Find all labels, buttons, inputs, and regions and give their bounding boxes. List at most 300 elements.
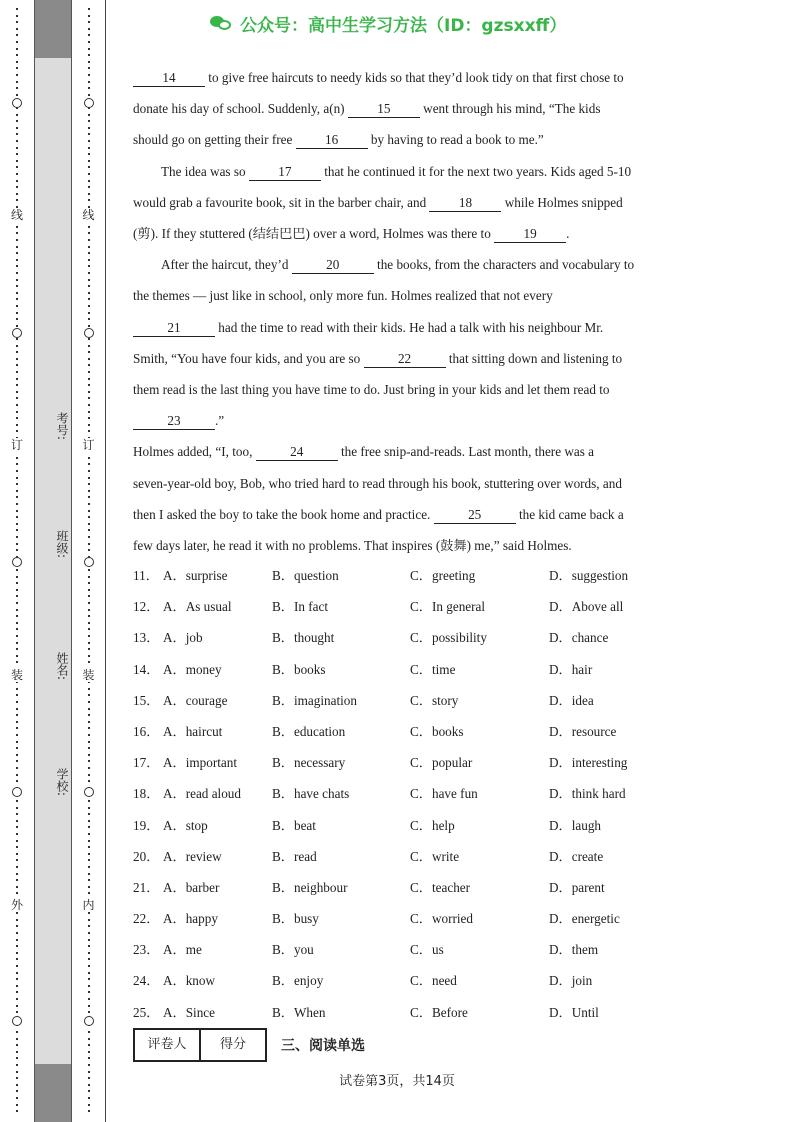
answer-blank: 23: [133, 412, 215, 430]
binding-circle: [12, 787, 22, 797]
passage-text: that he continued it for the next two years. Kids aged 5-10: [320, 163, 632, 179]
dot: [16, 576, 18, 578]
dot: [88, 866, 90, 868]
option-d: D．idea: [549, 692, 594, 708]
option-row: [133, 841, 673, 872]
dot: [88, 338, 90, 340]
option-b: B．neighbour: [272, 879, 348, 895]
passage-line: [133, 468, 673, 499]
option-a: A．As usual: [163, 599, 232, 615]
dot: [88, 609, 90, 611]
dot: [88, 727, 90, 729]
option-b: B．have chats: [272, 786, 350, 802]
dot: [16, 470, 18, 472]
dot: [16, 932, 18, 934]
binding-circle: [12, 98, 22, 108]
dot: [88, 1038, 90, 1040]
option-a: A．surprise: [163, 568, 228, 583]
dot: [88, 543, 90, 545]
dot: [16, 609, 18, 611]
dot: [88, 292, 90, 294]
option-d: D．parent: [549, 879, 605, 895]
dot: [88, 523, 90, 525]
option-b: B．you: [272, 942, 314, 958]
dot: [16, 463, 18, 465]
field-exam-number: 考号:: [55, 412, 69, 441]
dot: [16, 800, 18, 802]
dot: [16, 694, 18, 696]
passage-text: had the time to read with their kids. He had a talk with his neighbour Mr.: [215, 319, 604, 335]
option-row: [133, 872, 673, 903]
dot: [16, 820, 18, 822]
dot: [16, 760, 18, 762]
dot: [16, 232, 18, 234]
dot: [88, 952, 90, 954]
dot: [88, 1097, 90, 1099]
dot: [16, 430, 18, 432]
dot: [16, 120, 18, 122]
dot: [16, 364, 18, 366]
dot: [88, 820, 90, 822]
passage-line: [133, 343, 673, 374]
option-d: D．resource: [549, 723, 617, 739]
option-a: A．money: [163, 661, 222, 677]
dot: [16, 28, 18, 30]
dot: [16, 41, 18, 43]
dot: [88, 1044, 90, 1046]
passage-text: would grab a favourite book, sit in the barber chair, and: [133, 194, 430, 210]
binding-circle: [12, 557, 22, 567]
passage-text: the themes — just like in school, only more fun. Holmes realized that not every: [133, 288, 553, 304]
dot: [16, 397, 18, 399]
dot: [88, 67, 90, 69]
dot: [16, 714, 18, 716]
dot: [16, 417, 18, 419]
option-a: A．happy: [163, 911, 218, 927]
question-number: 18．: [133, 786, 160, 802]
dot: [88, 351, 90, 353]
option-b: B．question: [272, 568, 339, 583]
dot: [88, 173, 90, 175]
option-row: [133, 622, 673, 653]
dot: [16, 747, 18, 749]
binding-circle: [84, 1016, 94, 1026]
dot: [16, 305, 18, 307]
dot: [16, 127, 18, 129]
dot: [16, 483, 18, 485]
passage-line: [133, 249, 673, 280]
option-row: [133, 685, 673, 716]
dot: [88, 846, 90, 848]
dot: [16, 318, 18, 320]
dot: [88, 391, 90, 393]
dot: [88, 477, 90, 479]
option-b: B．In fact: [272, 599, 329, 615]
option-c: C．time: [410, 661, 456, 677]
dot: [88, 932, 90, 934]
dot: [88, 81, 90, 83]
grader-cell: 评卷人: [147, 1037, 187, 1052]
dot: [88, 800, 90, 802]
dot: [16, 767, 18, 769]
dot: [88, 965, 90, 967]
dot: [16, 166, 18, 168]
dot: [88, 813, 90, 815]
passage-text: went through his mind, “The kids: [419, 101, 601, 117]
dot: [16, 81, 18, 83]
passage-text: should go on getting their free: [133, 132, 296, 148]
passage-line: [133, 530, 673, 561]
dot: [88, 133, 90, 135]
dot: [88, 694, 90, 696]
dot: [88, 648, 90, 650]
option-b: B．thought: [272, 630, 335, 646]
dot: [88, 312, 90, 314]
dot: [16, 371, 18, 373]
option-c: C．need: [410, 973, 457, 989]
dot: [16, 523, 18, 525]
dot: [88, 622, 90, 624]
dot: [88, 470, 90, 472]
passage-text: Holmes added, “I, too,: [133, 444, 256, 460]
binding-circle: [12, 328, 22, 338]
dot: [16, 180, 18, 182]
gray-block-top: [35, 0, 71, 58]
inner-mark-line: 线: [72, 208, 105, 222]
dot: [88, 945, 90, 947]
passage-line: [133, 156, 673, 187]
dot: [88, 34, 90, 36]
dot: [16, 312, 18, 314]
dot: [88, 166, 90, 168]
dot: [16, 424, 18, 426]
answer-blank: 25: [434, 506, 516, 524]
dot: [16, 226, 18, 228]
dot: [88, 991, 90, 993]
dot: [88, 958, 90, 960]
dot: [88, 688, 90, 690]
dot: [16, 239, 18, 241]
dot: [88, 305, 90, 307]
dot: [88, 318, 90, 320]
option-a: A．read aloud: [163, 786, 241, 802]
dot: [88, 114, 90, 116]
question-number: 15．: [133, 692, 160, 708]
dot: [16, 516, 18, 518]
dot: [16, 727, 18, 729]
dot: [88, 708, 90, 710]
dot: [16, 378, 18, 380]
option-a: A．stop: [163, 817, 208, 833]
option-d: D．join: [549, 973, 593, 989]
dot: [88, 840, 90, 842]
dot: [16, 589, 18, 591]
dot: [88, 424, 90, 426]
dot: [16, 496, 18, 498]
passage-line: [133, 62, 673, 93]
dot: [16, 655, 18, 657]
option-a: A．courage: [163, 692, 228, 708]
passage-text: (剪). If they stuttered (结结巴巴) over a word, Holmes was there to: [133, 226, 495, 242]
outer-mark-bind: 装: [0, 668, 34, 682]
inner-mark-order: 订: [72, 438, 105, 452]
dot: [88, 457, 90, 459]
question-number: 12．: [133, 599, 160, 615]
dot: [16, 477, 18, 479]
dot: [16, 945, 18, 947]
dot: [16, 701, 18, 703]
dot: [16, 114, 18, 116]
dot: [88, 661, 90, 663]
score-box: [133, 1028, 267, 1062]
outer-mark-line: 线: [0, 208, 34, 222]
passage-text: while Holmes snipped: [501, 194, 623, 210]
option-c: C．worried: [410, 911, 473, 927]
dot: [88, 503, 90, 505]
option-b: B．education: [272, 723, 346, 739]
dot: [88, 358, 90, 360]
dot: [16, 991, 18, 993]
dot: [16, 582, 18, 584]
dot: [16, 279, 18, 281]
dot: [16, 34, 18, 36]
dot: [88, 364, 90, 366]
dot: [16, 147, 18, 149]
passage-line: [133, 187, 673, 218]
answer-blank: 18: [429, 194, 501, 212]
dot: [88, 15, 90, 17]
question-number: 14．: [133, 661, 160, 677]
passage-line: [133, 436, 673, 467]
dot: [88, 642, 90, 644]
dot: [88, 1057, 90, 1059]
dot: [88, 483, 90, 485]
dot: [88, 1051, 90, 1053]
dot: [16, 886, 18, 888]
dot: [88, 859, 90, 861]
passage-text: After the haircut, they’d: [161, 257, 292, 273]
inner-mark-inside: 内: [72, 898, 105, 912]
dot: [16, 919, 18, 921]
section-title: 三、阅读单选: [281, 1038, 365, 1054]
dot: [16, 338, 18, 340]
option-b: B．books: [272, 661, 326, 677]
dot: [88, 417, 90, 419]
wechat-icon: [210, 14, 232, 32]
dot: [16, 813, 18, 815]
option-d: D．create: [549, 848, 604, 864]
student-info-strip: [34, 0, 72, 1122]
dot: [88, 589, 90, 591]
passage-line: [133, 499, 673, 530]
passage-text: then I asked the boy to take the book home and practice.: [133, 506, 434, 522]
dot: [88, 490, 90, 492]
dot: [88, 259, 90, 261]
option-b: B．busy: [272, 911, 319, 927]
option-row: [133, 778, 673, 809]
option-b: B．When: [272, 1004, 326, 1020]
passage-text: the books, from the characters and vocabulary to: [373, 257, 635, 273]
field-name: 姓名:: [55, 652, 69, 681]
option-b: B．read: [272, 848, 317, 864]
score-area: [133, 1028, 365, 1062]
dot: [16, 866, 18, 868]
dot: [16, 1064, 18, 1066]
passage-text: to give free haircuts to needy kids so that they’d look tidy on that first chose to: [205, 70, 624, 85]
binding-circle: [84, 328, 94, 338]
dot: [16, 853, 18, 855]
option-b: B．imagination: [272, 692, 357, 708]
passage-text: that sitting down and listening to: [445, 350, 623, 366]
answer-blank: 17: [249, 163, 321, 181]
option-a: A．know: [163, 973, 216, 989]
dot: [16, 978, 18, 980]
dot: [88, 939, 90, 941]
option-c: C．possibility: [410, 630, 487, 646]
answer-blank: 16: [296, 131, 368, 149]
dot: [16, 661, 18, 663]
binding-circle: [84, 98, 94, 108]
dot: [16, 351, 18, 353]
dot: [16, 840, 18, 842]
dot: [88, 265, 90, 267]
dot: [88, 246, 90, 248]
dot: [16, 536, 18, 538]
dot: [88, 972, 90, 974]
dot: [88, 985, 90, 987]
dot: [16, 1097, 18, 1099]
dot: [88, 1005, 90, 1007]
dot: [16, 503, 18, 505]
dot: [88, 226, 90, 228]
dot: [16, 826, 18, 828]
option-d: D．Until: [549, 1004, 599, 1020]
dot: [88, 807, 90, 809]
dot: [88, 615, 90, 617]
dot: [16, 140, 18, 142]
dot: [16, 199, 18, 201]
field-school: 学校:: [55, 768, 69, 797]
dot: [16, 345, 18, 347]
dot: [16, 846, 18, 848]
dot: [88, 232, 90, 234]
dot: [88, 384, 90, 386]
dot: [88, 741, 90, 743]
passage-text: The idea was so: [161, 163, 249, 179]
field-class: 班级:: [55, 530, 69, 559]
score-cell: 得分: [199, 1030, 265, 1060]
passage-text: by having to read a book to me.”: [367, 132, 544, 148]
dot: [16, 1104, 18, 1106]
dot: [88, 1110, 90, 1112]
dot: [88, 74, 90, 76]
dot: [16, 985, 18, 987]
passage-line: [133, 374, 673, 405]
dot: [88, 734, 90, 736]
dot: [16, 859, 18, 861]
dot: [88, 1104, 90, 1106]
passage-text: Smith, “You have four kids, and you are so: [133, 350, 364, 366]
option-c: C．In general: [410, 599, 486, 615]
dot: [16, 411, 18, 413]
dot: [88, 8, 90, 10]
page-footer: 试卷第3页，共14页: [339, 1074, 455, 1089]
dot: [88, 925, 90, 927]
option-row: [133, 591, 673, 622]
dot: [88, 199, 90, 201]
answer-blank: 24: [256, 443, 338, 461]
dot: [16, 892, 18, 894]
option-row: [133, 654, 673, 685]
question-number: 16．: [133, 723, 160, 739]
option-a: A．job: [163, 630, 203, 646]
outer-binding-margin: [0, 0, 34, 1122]
dot: [88, 826, 90, 828]
dot: [88, 912, 90, 914]
dot: [88, 714, 90, 716]
dot: [16, 708, 18, 710]
dot: [16, 61, 18, 63]
dot: [16, 648, 18, 650]
dot: [16, 939, 18, 941]
question-number: 20．: [133, 848, 160, 864]
question-number: 23．: [133, 942, 160, 958]
dot: [16, 1051, 18, 1053]
dot: [16, 48, 18, 50]
dot: [88, 54, 90, 56]
dot: [88, 147, 90, 149]
dot: [16, 925, 18, 927]
dot: [88, 21, 90, 23]
dot: [16, 272, 18, 274]
option-row: [133, 747, 673, 778]
dot: [16, 741, 18, 743]
dot: [88, 378, 90, 380]
dot: [88, 833, 90, 835]
dot: [88, 160, 90, 162]
dot: [88, 298, 90, 300]
dot: [16, 193, 18, 195]
dot: [88, 721, 90, 723]
passage-line: [133, 124, 673, 155]
option-a: A．review: [163, 848, 222, 864]
dot: [16, 252, 18, 254]
dot: [88, 978, 90, 980]
outer-mark-outside: 外: [0, 898, 34, 912]
dot: [16, 529, 18, 531]
answer-blank: 20: [292, 256, 374, 274]
dot: [88, 239, 90, 241]
dot: [16, 1044, 18, 1046]
dot: [88, 371, 90, 373]
dot: [88, 767, 90, 769]
dot: [16, 8, 18, 10]
option-c: C．story: [410, 692, 459, 708]
dot: [88, 886, 90, 888]
dot: [16, 74, 18, 76]
dot: [16, 628, 18, 630]
dot: [16, 67, 18, 69]
option-c: C．us: [410, 942, 444, 958]
binding-circle: [12, 1016, 22, 1026]
dot: [16, 292, 18, 294]
dot: [88, 879, 90, 881]
dot: [88, 582, 90, 584]
dot: [16, 873, 18, 875]
dot: [16, 358, 18, 360]
passage-line: [133, 405, 673, 436]
question-number: 22．: [133, 911, 160, 927]
